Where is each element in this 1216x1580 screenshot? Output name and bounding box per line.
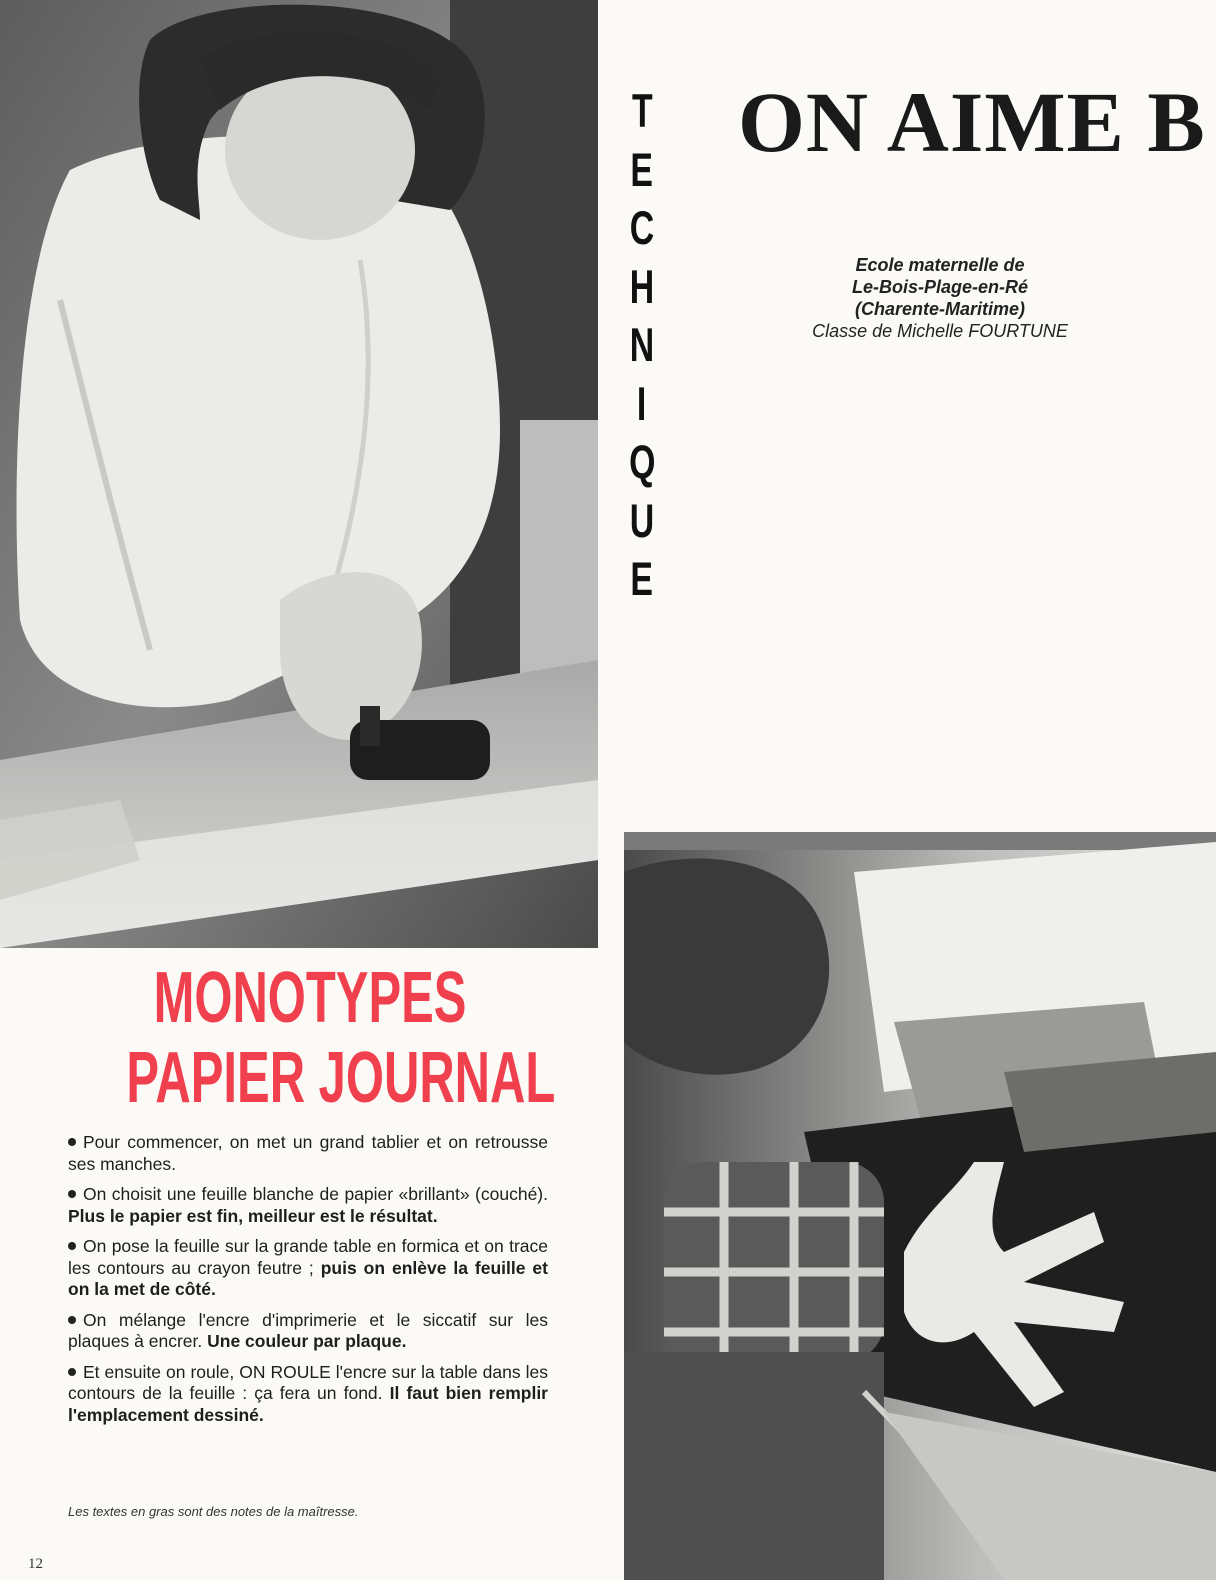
vertical-letter: C: [629, 201, 655, 254]
vertical-letter: T: [631, 84, 653, 137]
step-text: On choisit une feuille blanche de papier «brillant» (couché).: [83, 1184, 548, 1204]
bullet-icon: [68, 1316, 76, 1324]
step-text: On mélange l'encre d'imprimerie et le siccatif sur les plaques à encrer.: [68, 1309, 548, 1351]
step-bold-note: puis on enlève la feuille et on la met de côté.: [68, 1257, 548, 1299]
vertical-letter: U: [629, 493, 655, 547]
photo-child-printing: [624, 832, 1216, 1580]
school-line: Le-Bois-Plage-en-Ré: [851, 277, 1029, 297]
step-item: [68, 1310, 548, 1353]
vertical-letter: E: [630, 142, 654, 196]
teacher-line: Classe de Michelle FOURTUNE: [812, 321, 1068, 341]
photo-girl-inking-image: [0, 0, 598, 948]
step-item: [68, 1236, 548, 1301]
step-item: [68, 1132, 548, 1175]
vertical-title-technique: [612, 82, 672, 609]
vertical-letter: I: [637, 376, 647, 430]
steps-list: [68, 1132, 548, 1435]
step-item: [68, 1184, 548, 1227]
footnote: Les textes en gras sont des notes de la maîtresse.: [68, 1504, 359, 1519]
bullet-icon: [68, 1368, 76, 1376]
headline: ON AIME B: [738, 74, 1206, 170]
article-title: [40, 958, 580, 1118]
step-text: On pose la feuille sur la grande table en formica et on trace les contours au crayon feutre ;: [68, 1236, 548, 1278]
step-text: Pour commencer, on met un grand tablier et on retrousse ses manches.: [68, 1132, 548, 1174]
school-credit: [740, 254, 1140, 342]
bullet-icon: [68, 1242, 76, 1250]
bullet-icon: [68, 1138, 76, 1146]
vertical-letter: H: [629, 259, 655, 313]
page-number: 12: [28, 1556, 43, 1572]
article-title-line: PAPIER JOURNAL: [126, 1038, 556, 1118]
step-bold-note: Plus le papier est fin, meilleur est le résultat.: [68, 1205, 438, 1226]
school-line: (Charente-Maritime): [854, 299, 1026, 319]
vertical-letter: Q: [628, 435, 656, 488]
step-bold-note: Une couleur par plaque.: [207, 1331, 407, 1351]
photo-girl-inking: [0, 0, 598, 948]
step-text: Et ensuite on roule, ON ROULE l'encre sur la table dans les contours de la feuille : ça fera un fond.: [68, 1361, 548, 1403]
vertical-letter: N: [629, 318, 655, 371]
vertical-letter: E: [630, 552, 654, 605]
photo-child-printing-image: [624, 832, 1216, 1580]
school-line: Ecole maternelle de: [855, 255, 1025, 275]
article-title-line: MONOTYPES: [153, 958, 467, 1038]
bullet-icon: [68, 1190, 76, 1198]
step-bold-note: Il faut bien remplir l'emplacement dessiné.: [68, 1383, 548, 1425]
step-item: [68, 1362, 548, 1427]
